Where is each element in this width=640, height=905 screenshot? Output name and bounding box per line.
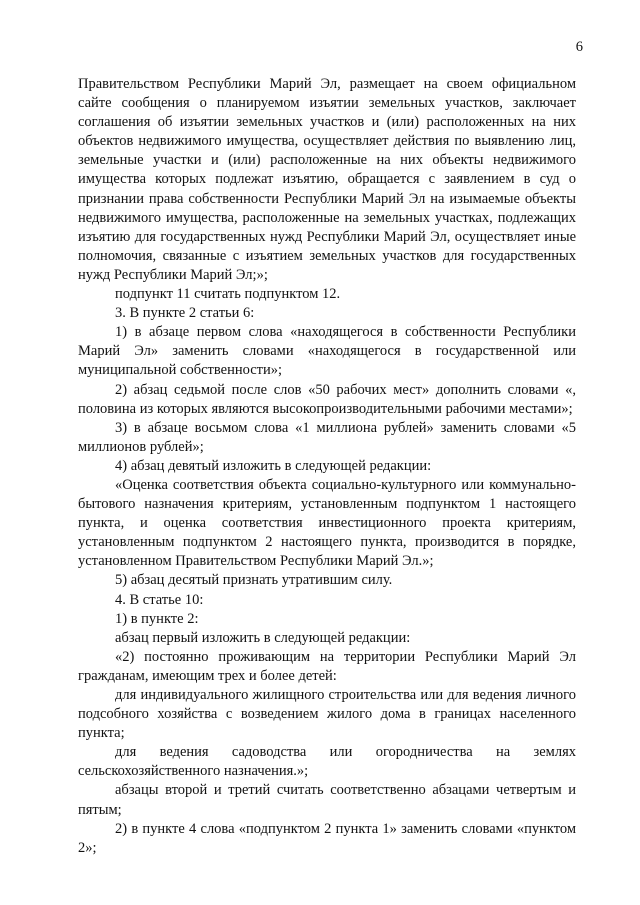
paragraph-16: абзацы второй и третий считать соответственно абзацами четвертым и пятым; (78, 782, 576, 818)
page-number: 6 (575, 39, 583, 55)
paragraph-9: 5) абзац десятый признать утратившим силу. (115, 572, 393, 589)
document-body (78, 75, 576, 858)
paragraph-3: 3. В пункте 2 статьи 6: (115, 305, 255, 322)
paragraph-5: 2) абзац седьмой после слов «50 рабочих мест» дополнить словами «, половина из которых являются высокопроизводительными рабочими местами»; (78, 381, 576, 417)
paragraph-12: абзац первый изложить в следующей редакции: (115, 629, 411, 646)
paragraph-2: подпункт 11 считать подпунктом 12. (115, 286, 341, 303)
paragraph-8: «Оценка соответствия объекта социально-культурного или коммунально-бытового назначения критериям, установленным подпунктом 1 настоящего пункта, и оценка соответствия инвестиционного проекта критериям, установленным подпунктом 2 настоящего пункта, производится в порядке, установленном Правительством Республики Марий Эл.»; (78, 476, 576, 570)
paragraph-4: 1) в абзаце первом слова «находящегося в собственности Республики Марий Эл» заменить словами «находящегося в государственной или муниципальной собственности»; (78, 324, 576, 379)
paragraph-11: 1) в пункте 2: (115, 610, 199, 627)
paragraph-15: для ведения садоводства или огородничества на землях сельскохозяйственного назначения.»; (78, 744, 576, 780)
paragraph-13: «2) постоянно проживающим на территории Республики Марий Эл гражданам, имеющим трех и более детей: (78, 648, 576, 684)
paragraph-1: Правительством Республики Марий Эл, размещает на своем официальном сайте сообщения о планируемом изъятии земельных участков, заключает соглашения об изъятии земельных участков и (или) расположенных на них объектов недвижимого имущества, осуществляет действия по выявлению лиц, земельные участки и (или) расположенные на них объекты недвижимого имущества которых подлежат изъятию, обращается с заявлением в суд о признании права собственности Республики Марий Эл на изымаемые объекты недвижимого имущества, расположенные на земельных участках, подлежащих изъятию для государственных нужд Республики Марий Эл, осуществляет иные полномочия, связанные с изъятием земельных участков для государственных нужд Республики Марий Эл;»; (78, 76, 576, 283)
paragraph-14: для индивидуального жилищного строительства или для ведения личного подсобного хозяйства с возведением жилого дома в границах населенного пункта; (78, 687, 576, 742)
paragraph-7: 4) абзац девятый изложить в следующей редакции: (115, 457, 432, 474)
paragraph-17: 2) в пункте 4 слова «подпунктом 2 пункта 1» заменить словами «пунктом 2»; (78, 820, 576, 856)
paragraph-10: 4. В статье 10: (115, 591, 204, 608)
paragraph-6: 3) в абзаце восьмом слова «1 миллиона рублей» заменить словами «5 миллионов рублей»; (78, 419, 576, 455)
